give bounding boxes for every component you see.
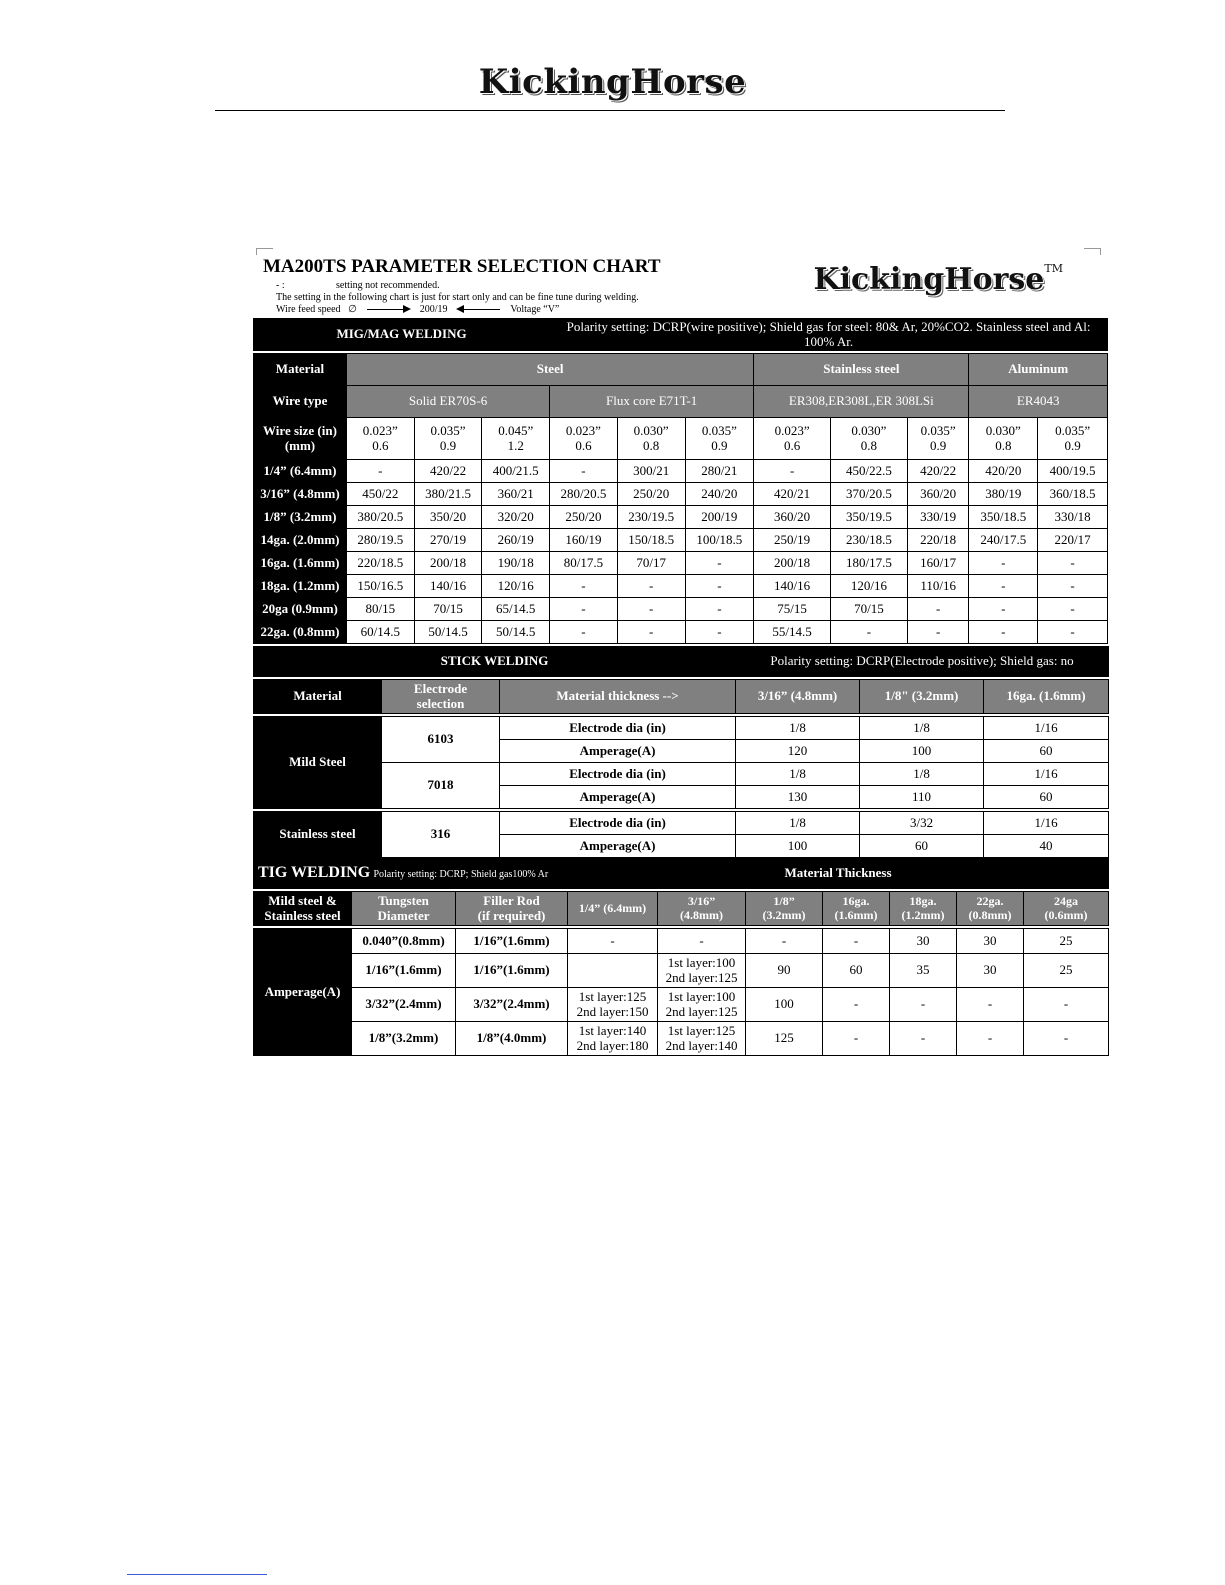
stick-cell: 1/8 <box>736 812 860 835</box>
mig-row-label: 22ga. (0.8mm) <box>254 621 347 644</box>
wire-size-cell: 0.023” 0.6 <box>754 418 831 460</box>
mig-cell: 220/18.5 <box>346 552 414 575</box>
mig-material-aluminum: Aluminum <box>969 354 1108 386</box>
mig-cell: - <box>550 575 618 598</box>
tig-cell: - <box>746 929 823 954</box>
tig-thickness-2: 3/16” (4.8mm) <box>658 892 746 926</box>
tig-title: TIG WELDING <box>258 864 371 882</box>
mig-cell: 190/18 <box>482 552 550 575</box>
mig-row <box>254 598 1108 621</box>
wire-type-er4043: ER4043 <box>969 386 1108 418</box>
mig-cell: 360/21 <box>482 483 550 506</box>
mig-cell: 50/14.5 <box>414 621 482 644</box>
mig-cell: - <box>685 575 754 598</box>
stick-cell: 1/8 <box>860 717 984 740</box>
mig-row-label: 3/16” (4.8mm) <box>254 483 347 506</box>
tig-cell: - <box>568 929 658 954</box>
mig-title: MIG/MAG WELDING <box>254 319 550 351</box>
mig-cell: 280/20.5 <box>550 483 618 506</box>
mig-cell: 240/20 <box>685 483 754 506</box>
stick-cell: 100 <box>860 740 984 763</box>
mig-material-steel: Steel <box>346 354 753 386</box>
mig-cell: - <box>969 621 1038 644</box>
parameter-chart <box>253 252 1108 1056</box>
tig-cell: - <box>823 929 890 954</box>
stick-cell: 1/8 <box>736 717 860 740</box>
mig-row <box>254 529 1108 552</box>
stick-electrode-6103: 6103 <box>382 717 500 763</box>
wire-size-cell: 0.045” 1.2 <box>482 418 550 460</box>
tig-cell: 1st layer:140 2nd layer:180 <box>568 1022 658 1056</box>
mig-cell: 420/22 <box>907 460 969 483</box>
stick-thickness-2: 1/8" (3.2mm) <box>860 680 984 714</box>
stick-cell: 40 <box>984 835 1109 858</box>
wire-size-label: Wire size (in) (mm) <box>254 418 347 460</box>
mig-cell: 420/21 <box>754 483 831 506</box>
chart-title: MA200TS PARAMETER SELECTION CHART <box>263 256 661 277</box>
mig-cell: - <box>1038 552 1108 575</box>
stick-stainless-label: Stainless steel <box>254 812 382 858</box>
wire-size-cell: 0.023” 0.6 <box>550 418 618 460</box>
tig-cell: - <box>1024 1022 1109 1056</box>
stick-cell: 110 <box>860 786 984 809</box>
mig-cell: 140/16 <box>414 575 482 598</box>
tig-row <box>254 988 1109 1022</box>
tig-cell: - <box>957 988 1024 1022</box>
mig-cell: 380/21.5 <box>414 483 482 506</box>
mig-row-label: 18ga. (1.2mm) <box>254 575 347 598</box>
mig-cell: 160/19 <box>550 529 618 552</box>
mig-cell: - <box>1038 621 1108 644</box>
mig-cell: - <box>969 598 1038 621</box>
mig-cell: 110/16 <box>907 575 969 598</box>
note-legend: Wire feed speed ∅ 200/19 Voltage “V” <box>276 304 560 315</box>
mig-cell: - <box>1038 575 1108 598</box>
mig-cell: 320/20 <box>482 506 550 529</box>
tig-filler-cell: 1/8”(4.0mm) <box>456 1022 568 1056</box>
header-rule <box>215 110 1005 111</box>
stick-amp-label: Amperage(A) <box>500 835 736 858</box>
mig-material-stainless: Stainless steel <box>754 354 969 386</box>
stick-cell: 1/16 <box>984 717 1109 740</box>
wire-size-cell: 0.030” 0.8 <box>831 418 908 460</box>
stick-thickness-1: 3/16” (4.8mm) <box>736 680 860 714</box>
stick-dia-label: Electrode dia (in) <box>500 717 736 740</box>
mig-cell: - <box>346 460 414 483</box>
stick-thickness-label: Material thickness --> <box>500 680 736 714</box>
tig-cell: - <box>823 1022 890 1056</box>
mig-row <box>254 483 1108 506</box>
tig-thickness-5: 18ga. (1.2mm) <box>890 892 957 926</box>
mig-cell: - <box>550 460 618 483</box>
stick-amp-label: Amperage(A) <box>500 786 736 809</box>
mig-row <box>254 621 1108 644</box>
mig-cell: 330/19 <box>907 506 969 529</box>
mig-cell: 370/20.5 <box>831 483 908 506</box>
stick-cell: 1/16 <box>984 763 1109 786</box>
mig-cell: - <box>550 621 618 644</box>
stick-thickness-3: 16ga. (1.6mm) <box>984 680 1109 714</box>
mig-cell: 420/22 <box>414 460 482 483</box>
mig-cell: 120/16 <box>831 575 908 598</box>
tig-filler-cell: 1/16”(1.6mm) <box>456 929 568 954</box>
tig-cell: 35 <box>890 954 957 988</box>
chart-header <box>253 252 1108 318</box>
stick-polarity: Polarity setting: DCRP(Electrode positive); Shield gas: no <box>736 647 1109 677</box>
tig-cell: 100 <box>746 988 823 1022</box>
tig-cell: - <box>823 988 890 1022</box>
stick-dia-label: Electrode dia (in) <box>500 812 736 835</box>
stick-table <box>253 646 1109 858</box>
mig-cell: - <box>685 621 754 644</box>
tig-cell: 30 <box>890 929 957 954</box>
mig-row <box>254 552 1108 575</box>
mig-cell: - <box>969 552 1038 575</box>
wire-size-cell: 0.035” 0.9 <box>685 418 754 460</box>
mig-cell: - <box>907 621 969 644</box>
tig-tungsten-cell: 3/32”(2.4mm) <box>352 988 456 1022</box>
note-start-only: The setting in the following chart is just for start only and can be fine tune during welding. <box>276 292 639 303</box>
mig-cell: 140/16 <box>754 575 831 598</box>
mig-row <box>254 575 1108 598</box>
mig-row-label: 1/8” (3.2mm) <box>254 506 347 529</box>
mig-cell: 350/18.5 <box>969 506 1038 529</box>
mig-cell: 200/18 <box>754 552 831 575</box>
mig-cell: 240/17.5 <box>969 529 1038 552</box>
stick-electrode-label: Electrode selection <box>382 680 500 714</box>
mig-cell: 360/20 <box>754 506 831 529</box>
mig-cell: 450/22.5 <box>831 460 908 483</box>
mig-cell: 350/19.5 <box>831 506 908 529</box>
stick-amp-label: Amperage(A) <box>500 740 736 763</box>
tig-material-label: Mild steel & Stainless steel <box>254 892 352 926</box>
tig-cell: 60 <box>823 954 890 988</box>
tig-cell: 1st layer:100 2nd layer:125 <box>658 954 746 988</box>
tig-tungsten-cell: 0.040”(0.8mm) <box>352 929 456 954</box>
wire-size-cell: 0.023” 0.6 <box>346 418 414 460</box>
mig-cell: 280/21 <box>685 460 754 483</box>
stick-cell: 60 <box>860 835 984 858</box>
mig-cell: - <box>617 621 685 644</box>
stick-mild-steel-label: Mild Steel <box>254 717 382 809</box>
stick-electrode-7018: 7018 <box>382 763 500 809</box>
mig-cell: 80/17.5 <box>550 552 618 575</box>
tig-row <box>254 1022 1109 1056</box>
tig-cell: - <box>1024 988 1109 1022</box>
tig-thickness-6: 22ga. (0.8mm) <box>957 892 1024 926</box>
mig-cell: 55/14.5 <box>754 621 831 644</box>
mig-cell: 220/18 <box>907 529 969 552</box>
wire-size-cell: 0.030” 0.8 <box>617 418 685 460</box>
stick-material-label: Material <box>254 680 382 714</box>
mig-cell: 380/19 <box>969 483 1038 506</box>
mig-row-label: 16ga. (1.6mm) <box>254 552 347 575</box>
mig-wire-type-label: Wire type <box>254 386 347 418</box>
mig-cell: 230/18.5 <box>831 529 908 552</box>
tig-thickness-1: 1/4” (6.4mm) <box>568 892 658 926</box>
tig-cell: - <box>658 929 746 954</box>
mig-cell: 100/18.5 <box>685 529 754 552</box>
mig-cell: 280/19.5 <box>346 529 414 552</box>
tig-cell: 1st layer:125 2nd layer:140 <box>658 1022 746 1056</box>
mig-table <box>253 318 1108 646</box>
stick-cell: 100 <box>736 835 860 858</box>
mig-row-label: 14ga. (2.0mm) <box>254 529 347 552</box>
tig-table <box>253 858 1109 1056</box>
mig-cell: 120/16 <box>482 575 550 598</box>
stick-cell: 130 <box>736 786 860 809</box>
mig-cell: 70/15 <box>831 598 908 621</box>
mig-cell: 250/20 <box>617 483 685 506</box>
mig-cell: 70/17 <box>617 552 685 575</box>
wire-type-solid: Solid ER70S-6 <box>346 386 549 418</box>
mig-cell: 350/20 <box>414 506 482 529</box>
mig-cell: 330/18 <box>1038 506 1108 529</box>
arrow-left-icon <box>458 309 500 310</box>
mig-cell: 150/16.5 <box>346 575 414 598</box>
wire-size-cell: 0.035” 0.9 <box>1038 418 1108 460</box>
mig-cell: 260/19 <box>482 529 550 552</box>
mig-cell: - <box>831 621 908 644</box>
tig-filler-label: Filler Rod (if required) <box>456 892 568 926</box>
chart-logo: KickingHorse™ <box>813 262 1063 297</box>
mig-cell: 360/20 <box>907 483 969 506</box>
mig-cell: 180/17.5 <box>831 552 908 575</box>
mig-cell: 65/14.5 <box>482 598 550 621</box>
tig-cell: - <box>890 1022 957 1056</box>
tig-polarity: Polarity setting: DCRP; Shield gas100% Ar <box>373 869 549 881</box>
tig-thickness-4: 16ga. (1.6mm) <box>823 892 890 926</box>
mig-cell: 400/19.5 <box>1038 460 1108 483</box>
mig-cell: - <box>907 598 969 621</box>
wire-size-cell: 0.035” 0.9 <box>907 418 969 460</box>
tig-cell: - <box>890 988 957 1022</box>
tig-tungsten-cell: 1/16”(1.6mm) <box>352 954 456 988</box>
tig-cell <box>568 954 658 988</box>
mig-cell: 250/19 <box>754 529 831 552</box>
mig-cell: 270/19 <box>414 529 482 552</box>
stick-title: STICK WELDING <box>254 647 736 677</box>
mig-polarity: Polarity setting: DCRP(wire positive); Shield gas for steel: 80& Ar, 20%CO2. Stainless steel and Al: 100% Ar. <box>550 319 1108 351</box>
tig-cell: 25 <box>1024 929 1109 954</box>
stick-electrode-316: 316 <box>382 812 500 858</box>
stick-cell: 3/32 <box>860 812 984 835</box>
tig-cell: 1st layer:100 2nd layer:125 <box>658 988 746 1022</box>
mig-cell: 60/14.5 <box>346 621 414 644</box>
tig-cell: 90 <box>746 954 823 988</box>
wire-size-cell: 0.035” 0.9 <box>414 418 482 460</box>
stick-dia-label: Electrode dia (in) <box>500 763 736 786</box>
mig-row <box>254 460 1108 483</box>
tig-row <box>254 954 1109 988</box>
stick-cell: 60 <box>984 786 1109 809</box>
tig-header-row <box>254 892 1109 926</box>
mig-cell: 250/20 <box>550 506 618 529</box>
mig-cell: 400/21.5 <box>482 460 550 483</box>
stick-cell: 120 <box>736 740 860 763</box>
mig-cell: 360/18.5 <box>1038 483 1108 506</box>
mig-material-label: Material <box>254 354 347 386</box>
wire-type-er308: ER308,ER308L,ER 308LSi <box>754 386 969 418</box>
note-not-recommended: - : setting not recommended. <box>276 280 440 291</box>
mig-cell: 200/19 <box>685 506 754 529</box>
wire-type-flux: Flux core E71T-1 <box>550 386 754 418</box>
mig-cell: - <box>617 575 685 598</box>
tig-tungsten-cell: 1/8”(3.2mm) <box>352 1022 456 1056</box>
mig-cell: - <box>685 598 754 621</box>
mig-cell: 160/17 <box>907 552 969 575</box>
mig-cell: - <box>617 598 685 621</box>
mig-cell: 300/21 <box>617 460 685 483</box>
mig-cell: 50/14.5 <box>482 621 550 644</box>
tig-cell: 1st layer:125 2nd layer:150 <box>568 988 658 1022</box>
tig-filler-cell: 3/32”(2.4mm) <box>456 988 568 1022</box>
mig-cell: 70/15 <box>414 598 482 621</box>
tig-tungsten-label: Tungsten Diameter <box>352 892 456 926</box>
tig-cell: - <box>957 1022 1024 1056</box>
tig-amperage-label: Amperage(A) <box>254 929 352 1056</box>
tig-title-cell <box>254 859 568 889</box>
mig-cell: - <box>754 460 831 483</box>
mig-cell: 150/18.5 <box>617 529 685 552</box>
tig-thickness-label: Material Thickness <box>568 859 1109 889</box>
mig-row <box>254 506 1108 529</box>
arrow-right-icon <box>367 309 409 310</box>
stick-cell: 1/16 <box>984 812 1109 835</box>
mig-cell: 75/15 <box>754 598 831 621</box>
wire-size-cell: 0.030” 0.8 <box>969 418 1038 460</box>
mig-cell: - <box>550 598 618 621</box>
mig-cell: - <box>1038 598 1108 621</box>
wire-size-row <box>254 418 1108 460</box>
mig-cell: 200/18 <box>414 552 482 575</box>
tig-cell: 30 <box>957 954 1024 988</box>
tig-cell: 30 <box>957 929 1024 954</box>
tig-row <box>254 929 1109 954</box>
mig-cell: 450/22 <box>346 483 414 506</box>
mig-row-label: 20ga (0.9mm) <box>254 598 347 621</box>
tig-thickness-3: 1/8” (3.2mm) <box>746 892 823 926</box>
stick-cell: 60 <box>984 740 1109 763</box>
tig-cell: 25 <box>1024 954 1109 988</box>
mig-row-label: 1/4” (6.4mm) <box>254 460 347 483</box>
stick-cell: 1/8 <box>860 763 984 786</box>
mig-cell: 220/17 <box>1038 529 1108 552</box>
mig-cell: 230/19.5 <box>617 506 685 529</box>
stick-cell: 1/8 <box>736 763 860 786</box>
page-header-logo: KickingHorse <box>478 62 747 102</box>
tig-cell: 125 <box>746 1022 823 1056</box>
mig-cell: 80/15 <box>346 598 414 621</box>
mig-cell: - <box>685 552 754 575</box>
tig-filler-cell: 1/16”(1.6mm) <box>456 954 568 988</box>
mig-cell: 420/20 <box>969 460 1038 483</box>
mig-cell: 380/20.5 <box>346 506 414 529</box>
footer-link-line <box>127 1574 267 1575</box>
mig-cell: - <box>969 575 1038 598</box>
tig-thickness-7: 24ga (0.6mm) <box>1024 892 1109 926</box>
